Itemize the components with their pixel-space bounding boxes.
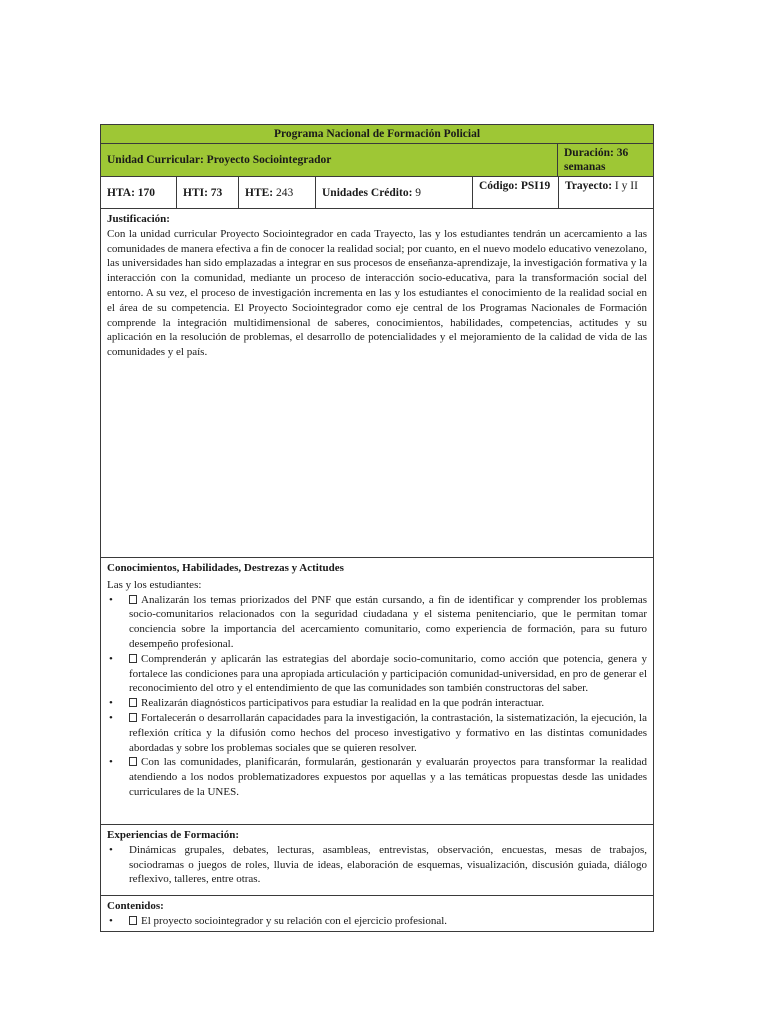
unit-row bbox=[101, 144, 653, 177]
experiences-section bbox=[101, 825, 653, 896]
list-item: • Realizarán diagnósticos participativos para estudiar la realidad en la que podrán interactuar. bbox=[107, 696, 647, 711]
checkbox-glyph-icon bbox=[129, 916, 137, 925]
credits-value: 9 bbox=[415, 186, 422, 199]
checkbox-glyph-icon bbox=[129, 698, 137, 707]
contents-list bbox=[107, 914, 647, 929]
hta-label: HTA: bbox=[107, 186, 135, 199]
justification-text: Con la unidad curricular Proyecto Sociointegrador en cada Trayecto, las y los estudiantes tendrán un acercamiento a las comunidades de manera efectiva a fin de conocer la realidad social; por cuanto, en el nuevo modelo educativo venezolano, las universidades han sido emplazadas a integrar en sus procesos de enseñanza-aprendizaje, la investigación formativa y la interacción con la comunidad, mediante un proceso de interacción socio-educativa, para la transformación social del entorno. A su vez, el proceso de investigación incrementa en las y los estudiantes el conocimiento de la realidad social en el área de su competencia. El Proyecto Sociointegrador como eje central de los Programas Nacionales de Formación comprende la integración multidimensional de saberes, conocimientos, habilidades, competencias, actitudes y su aplicación en la resolución de problemas, el desarrollo de potencialidades y el mejoramiento de la calidad de vida de las comunidades y el país. bbox=[107, 227, 647, 359]
list-item: • Comprenderán y aplicarán las estrategias del abordaje socio-comunitario, como acción que potencia, genera y fortalece las condiciones para una apropiada articulación y participación comunidad-universidad, en pro de generar el reconocimiento del otro y el entendimiento de que las comunidades son también constructoras del saber. bbox=[107, 652, 647, 696]
competencies-intro: Las y los estudiantes: bbox=[107, 578, 202, 591]
competencies-section bbox=[101, 558, 653, 825]
program-title: Programa Nacional de Formación Policial bbox=[101, 125, 653, 144]
hta-value: 170 bbox=[137, 186, 156, 199]
justification-section bbox=[101, 209, 653, 558]
hte-value: 243 bbox=[276, 186, 294, 199]
list-item: • Fortalecerán o desarrollarán capacidades para la investigación, la contrastación, la sistematización, la ejecución, la reflexión crítica y la difusión como hechos del proceso investigativo y formativo en las distintas comunidades abordadas y sobre los problemas sociales que se quieren resolver. bbox=[107, 711, 647, 755]
credits-cell bbox=[316, 177, 473, 208]
trayecto-label: Trayecto: bbox=[565, 180, 613, 192]
course-code: Código: PSI19 bbox=[473, 177, 559, 208]
hti-label: HTI: bbox=[183, 186, 208, 199]
competencies-heading: Conocimientos, Habilidades, Destrezas y Actitudes bbox=[107, 562, 344, 574]
list-item: • Analizarán los temas priorizados del PNF que están cursando, a fin de identificar y comprender los problemas socio-comunitarios relacionados con la seguridad ciudadana y el sistema penitenciario, que le permitan tomar conciencia sobre la importancia del acercamiento comunitario, como experiencia de formación, para su futuro desempeño profesional. bbox=[107, 593, 647, 652]
list-item: • El proyecto sociointegrador y su relación con el ejercicio profesional. bbox=[107, 914, 647, 929]
checkbox-glyph-icon bbox=[129, 757, 137, 766]
list-item: • Dinámicas grupales, debates, lecturas, asambleas, entrevistas, observación, encuestas, mesas de trabajos, sociodramas o juegos de roles, lluvia de ideas, elaboración de esquemas, visualización, discusión guiada, diálogo reflexivo, talleres, entre otras. bbox=[107, 843, 647, 887]
trayecto-value: I y II bbox=[614, 180, 638, 192]
contents-heading: Contenidos: bbox=[107, 900, 164, 912]
duration: Duración: 36 semanas bbox=[564, 147, 629, 173]
checkbox-glyph-icon bbox=[129, 713, 137, 722]
checkbox-glyph-icon bbox=[129, 654, 137, 663]
hte-cell bbox=[239, 177, 316, 208]
checkbox-glyph-icon bbox=[129, 595, 137, 604]
justification-heading: Justificación: bbox=[107, 213, 170, 225]
hti-cell bbox=[177, 177, 239, 208]
hti-value: 73 bbox=[210, 186, 223, 199]
hta-cell bbox=[101, 177, 177, 208]
hours-row bbox=[101, 177, 653, 209]
contents-section bbox=[101, 896, 653, 931]
trayecto-cell bbox=[559, 177, 653, 208]
competencies-list bbox=[107, 593, 647, 800]
experiences-list bbox=[107, 843, 647, 887]
experiences-heading: Experiencias de Formación: bbox=[107, 829, 239, 841]
unit-name: Unidad Curricular: Proyecto Sociointegrador bbox=[101, 144, 558, 176]
list-item: • Con las comunidades, planificarán, formularán, gestionarán y evaluarán proyectos para transformar la realidad atendiendo a los nodos problematizadores expuestos por aquellas y a las temáticas propuestas desde las unidades curriculares de la UNES. bbox=[107, 755, 647, 799]
credits-label: Unidades Crédito: bbox=[322, 186, 413, 199]
program-table bbox=[100, 124, 654, 932]
hte-label: HTE: bbox=[245, 186, 274, 199]
